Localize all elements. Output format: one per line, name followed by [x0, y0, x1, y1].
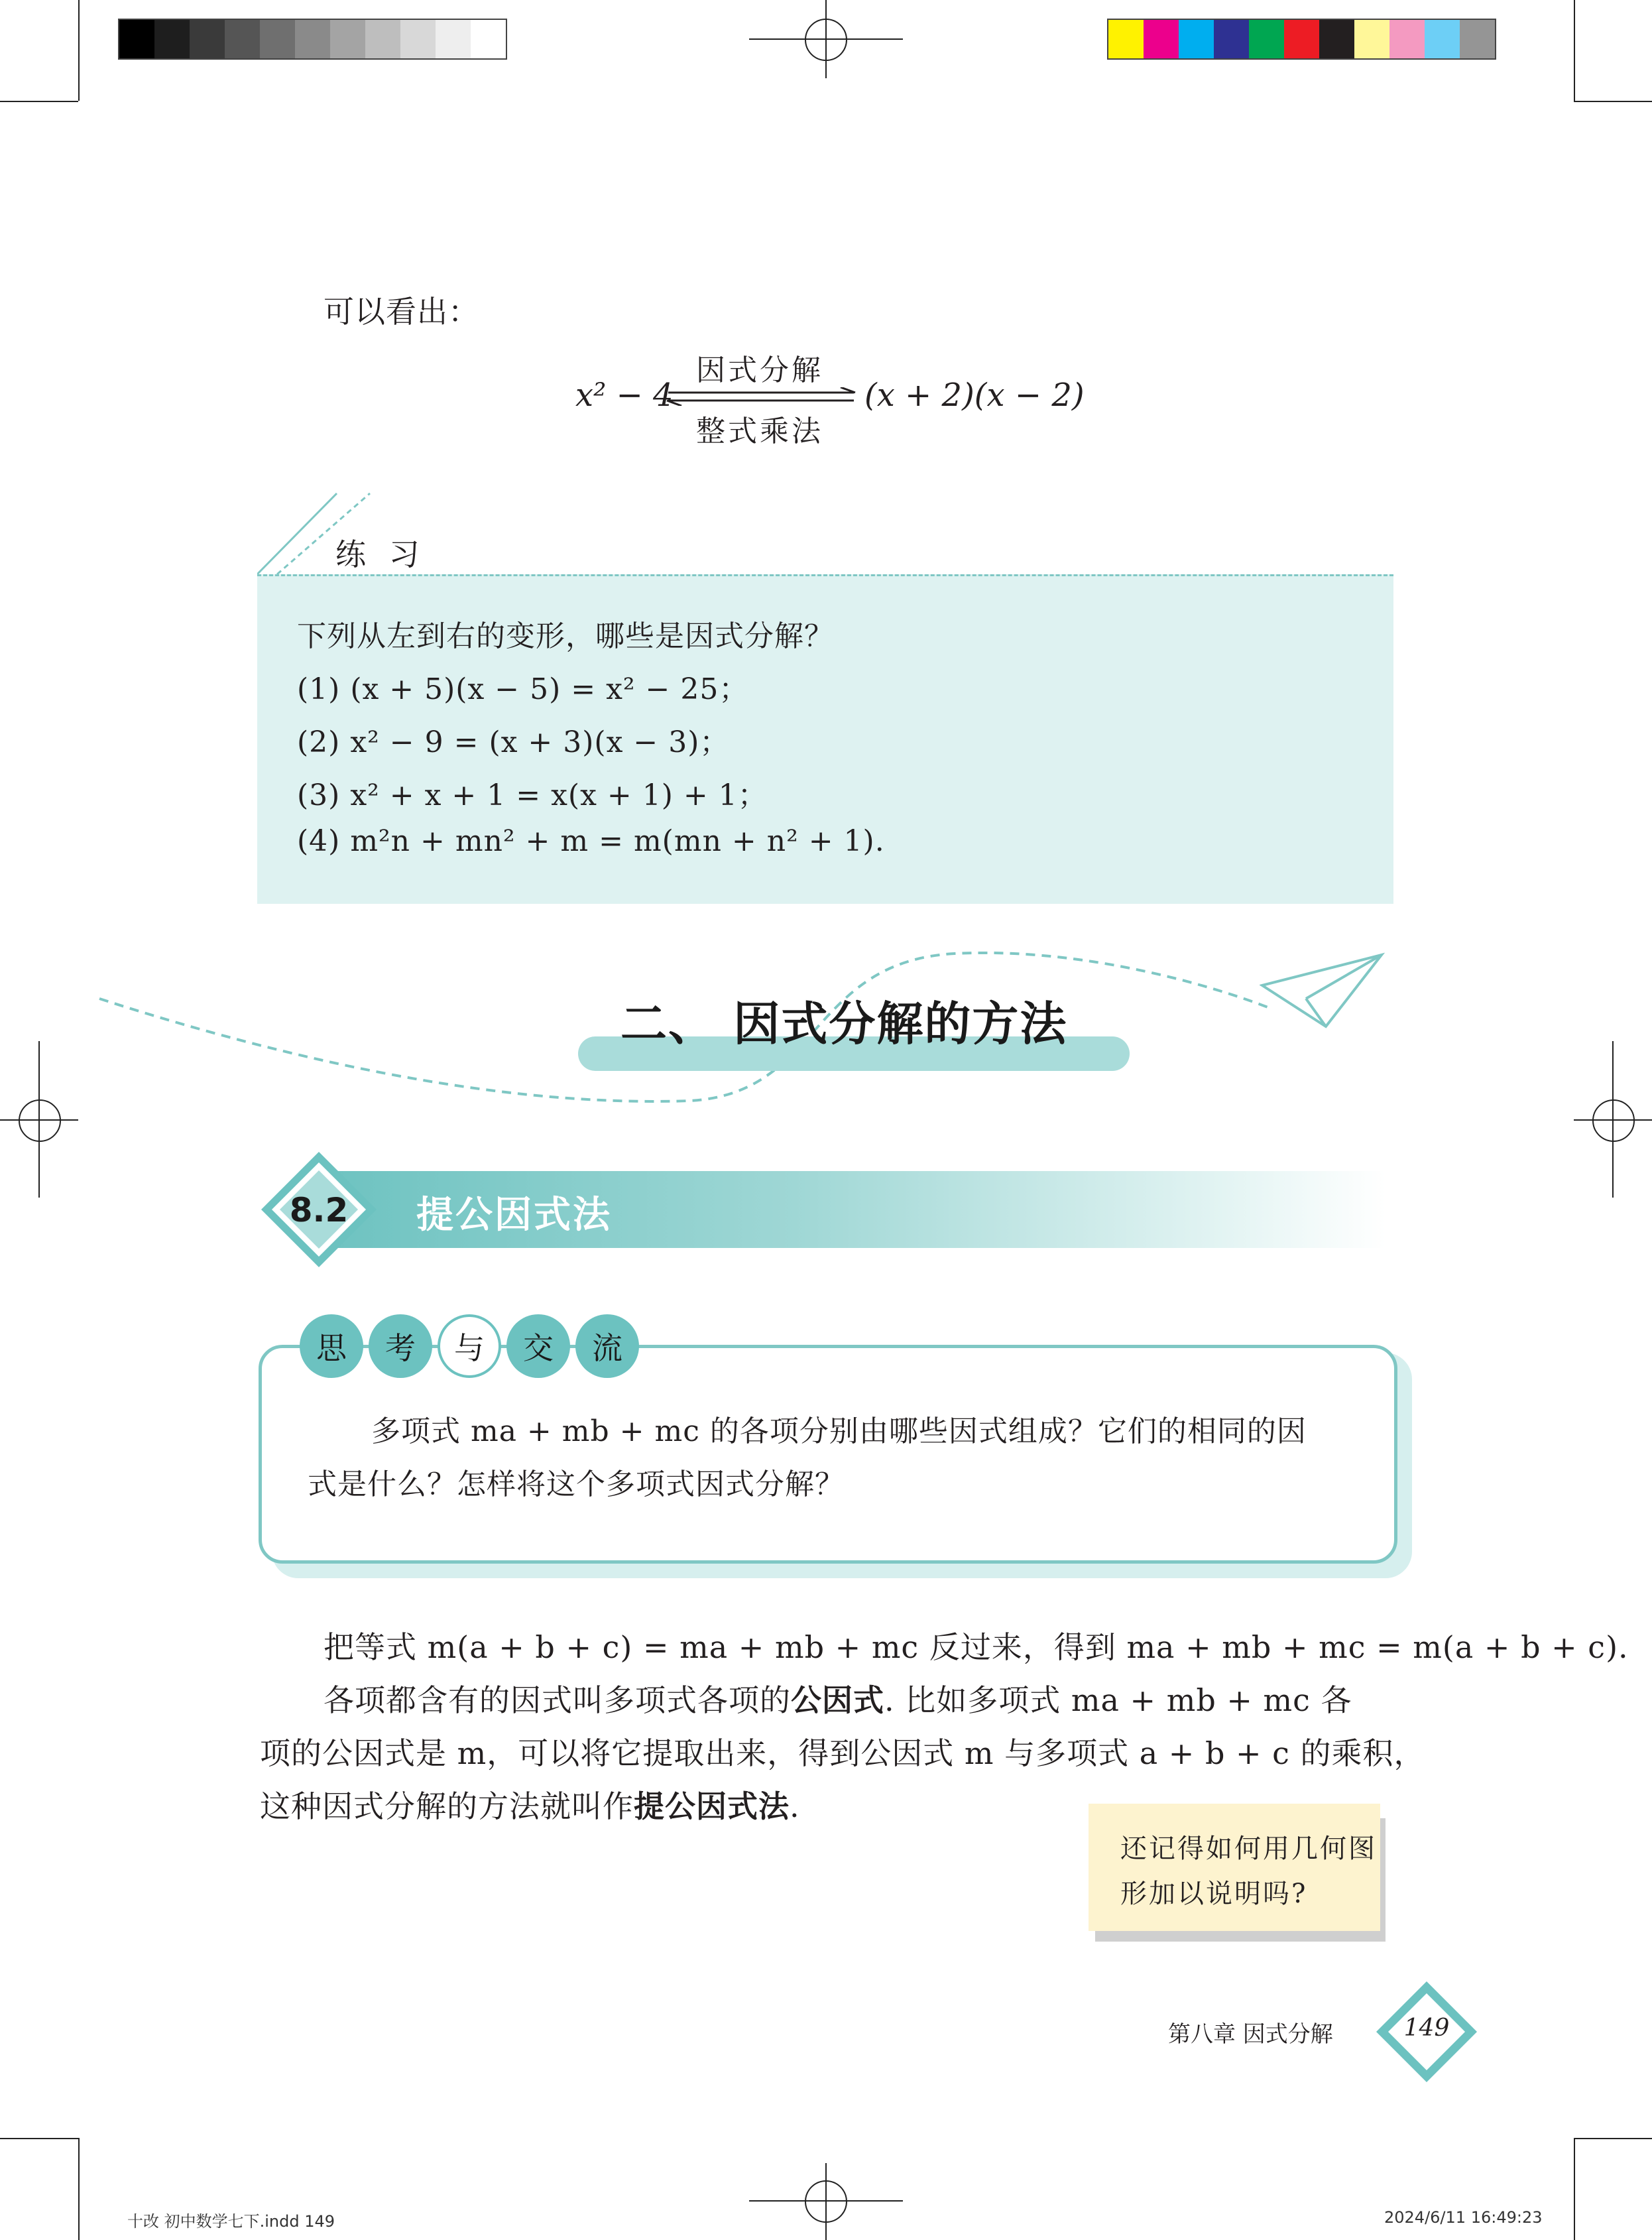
- color-swatch: [1108, 20, 1144, 58]
- crop-mark: [1574, 2138, 1575, 2240]
- registration-mark: [19, 1099, 61, 1142]
- color-swatch: [295, 20, 330, 58]
- color-swatch: [436, 20, 471, 58]
- slug-file-info: 十改 初中数学七下.indd 149: [127, 2212, 335, 2231]
- paper-plane-icon: [1260, 952, 1386, 1032]
- color-swatch: [1249, 20, 1284, 58]
- think-question-line: 式是什么？怎样将这个多项式因式分解？: [308, 1467, 845, 1501]
- color-swatch: [1389, 20, 1425, 58]
- color-swatch: [225, 20, 260, 58]
- think-discuss-tabs: [300, 1314, 644, 1378]
- crop-mark: [78, 2138, 80, 2240]
- factorization-label: 因式分解: [696, 353, 823, 387]
- color-swatch: [190, 20, 225, 58]
- footer-chapter: 第八章 因式分解: [1168, 2021, 1333, 2048]
- think-question-line: 多项式 ma + mb + mc 的各项分别由哪些因式组成？它们的相同的因: [371, 1414, 1307, 1448]
- crop-mark: [0, 2138, 78, 2139]
- left-expression: x² − 4: [575, 377, 674, 414]
- color-swatch: [1179, 20, 1214, 58]
- color-swatch: [1214, 20, 1249, 58]
- exercise-item: (4) m²n + mn² + m = m(mn + n² + 1).: [297, 824, 885, 858]
- body-text-span: 各项都含有的因式叫多项式各项的: [324, 1682, 791, 1718]
- color-swatch: [400, 20, 436, 58]
- color-swatch: [260, 20, 295, 58]
- exercise-item: (2) x² − 9 = (x + 3)(x − 3)；: [297, 725, 730, 759]
- color-swatch: [471, 20, 506, 58]
- subsection-number: 8.2: [289, 1191, 349, 1229]
- term-common-factor-method: 提公因式法: [634, 1788, 790, 1824]
- multiplication-label: 整式乘法: [696, 414, 823, 448]
- body-text-span: 这种因式分解的方法就叫作: [260, 1788, 634, 1824]
- body-paragraph-line: [324, 1674, 1352, 1727]
- color-swatch: [1460, 20, 1495, 58]
- registration-mark: [805, 2180, 847, 2223]
- note-line: 还记得如何用几何图: [1120, 1834, 1377, 1864]
- color-swatch: [154, 20, 190, 58]
- double-arrow-icon: [666, 387, 858, 406]
- color-swatch: [1354, 20, 1389, 58]
- color-swatch: [119, 20, 154, 58]
- crop-mark: [1574, 0, 1575, 101]
- think-tab: 交: [506, 1314, 570, 1378]
- body-paragraph-line: [260, 1780, 800, 1833]
- body-text-span: . 比如多项式 ma + mb + mc 各: [884, 1682, 1352, 1718]
- exercise-item: (3) x² + x + 1 = x(x + 1) + 1；: [297, 778, 768, 812]
- crop-mark: [0, 101, 78, 102]
- crop-mark: [1574, 101, 1652, 102]
- slug-timestamp: 2024/6/11 16:49:23: [1384, 2208, 1543, 2227]
- exercise-item: (1) (x + 5)(x − 5) = x² − 25；: [297, 672, 749, 706]
- crop-mark: [78, 0, 80, 101]
- note-line: 形加以说明吗?: [1120, 1879, 1308, 1909]
- body-paragraph-line: 项的公因式是 m，可以将它提取出来，得到公因式 m 与多项式 a + b + c 的乘积，: [260, 1735, 1425, 1771]
- registration-mark: [1592, 1099, 1635, 1142]
- intro-lead-text: 可以看出：: [324, 294, 479, 330]
- color-swatch: [1425, 20, 1460, 58]
- term-common-factor: 公因式: [791, 1682, 884, 1718]
- color-swatch: [1284, 20, 1319, 58]
- color-swatch: [1144, 20, 1179, 58]
- think-tab: 考: [369, 1314, 432, 1378]
- exercise-heading: 练 习: [335, 536, 426, 572]
- body-text-span: .: [790, 1788, 800, 1824]
- exercise-box: [257, 574, 1393, 904]
- crop-mark: [1574, 2138, 1652, 2139]
- color-swatch: [330, 20, 365, 58]
- color-swatch: [365, 20, 400, 58]
- grayscale-color-bar: [118, 19, 507, 60]
- subsection-title: 提公因式法: [416, 1194, 612, 1237]
- think-tab: 与: [438, 1314, 501, 1378]
- color-swatch: [1319, 20, 1354, 58]
- think-tab: 流: [575, 1314, 639, 1378]
- note-card: [1089, 1804, 1380, 1931]
- body-paragraph-line: 把等式 m(a + b + c) = ma + mb + mc 反过来，得到 ma + mb + mc = m(a + b + c).: [324, 1629, 1629, 1665]
- think-tab: 思: [300, 1314, 363, 1378]
- section-title: 二、 因式分解的方法: [620, 997, 1068, 1051]
- exercise-prompt: 下列从左到右的变形，哪些是因式分解？: [297, 619, 834, 653]
- page-number: 149: [1403, 2015, 1450, 2042]
- right-expression: (x + 2)(x − 2): [864, 377, 1085, 414]
- process-color-bar: [1107, 19, 1496, 60]
- registration-mark: [805, 19, 847, 61]
